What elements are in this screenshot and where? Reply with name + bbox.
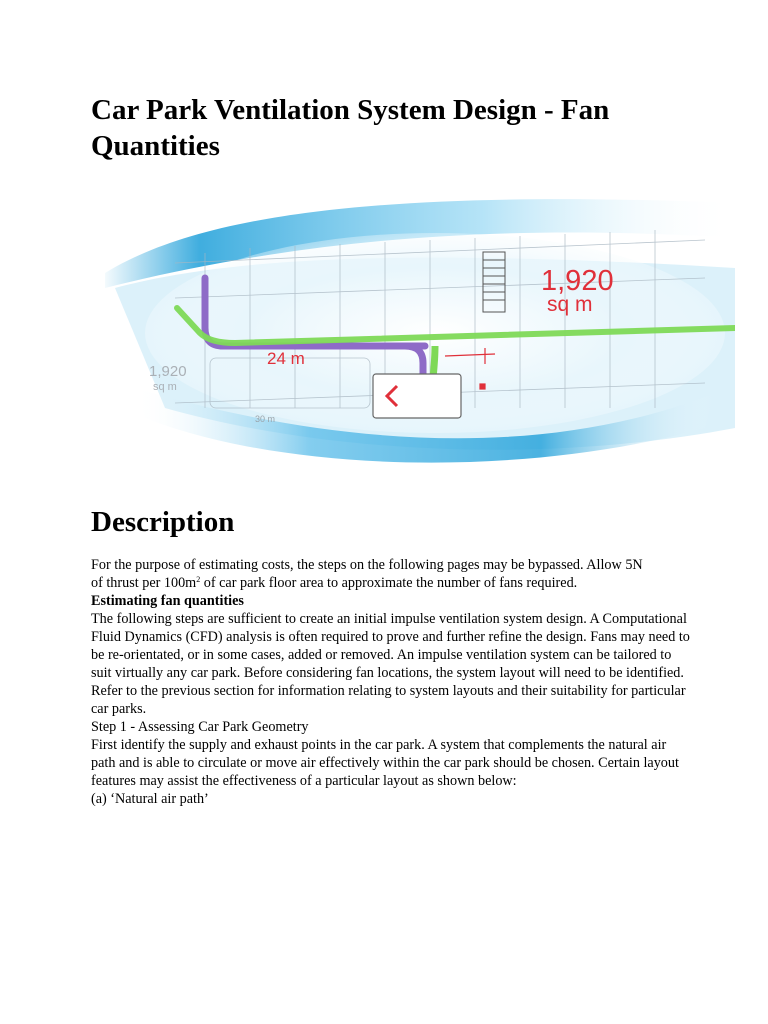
intro-paragraph: [91, 556, 691, 592]
paragraph-impulse-design: The following steps are sufficient to create an initial impulse ventilation system design. A Computational Fluid Dynamics (CFD) analysis is often required to prove and further refine the design. Fans may need to be re-orientated, or in some cases, added or removed. An impulse ventilation system can be tailored to suit virtually any car park. Before considering fan locations, the system layout will need to be identified. Refer to the previous section for information relating to system layouts and their suitability for particular car parks.: [91, 611, 690, 717]
squared-superscript: 2: [196, 575, 201, 584]
area-value-label: 1,920: [541, 265, 614, 297]
left-area-unit-label: sq m: [153, 381, 177, 393]
left-area-value-label: 1,920: [149, 363, 187, 380]
car-park-ventilation-illustration: [105, 178, 735, 478]
intro-line-2a: of thrust per 100m: [91, 575, 197, 591]
dimension-label: 24 m: [267, 349, 305, 368]
small-dimension-label: 30 m: [255, 414, 276, 424]
step-1-heading: Step 1 - Assessing Car Park Geometry: [91, 719, 309, 735]
intro-line-2b: of car park floor area to approximate the number of fans required.: [200, 575, 578, 591]
estimating-subheading: Estimating fan quantities: [91, 593, 244, 609]
paragraph-supply-exhaust: First identify the supply and exhaust points in the car park. A system that complements the natural air path and is able to circulate or move air effectively within the car park should be chosen. Certain layout features may assist the effectiveness of a particular layout as shown below:: [91, 737, 679, 789]
area-unit-label: sq m: [547, 293, 593, 316]
green-duct-branch: [433, 346, 435, 378]
intro-line-1: For the purpose of estimating costs, the steps on the following pages may be bypassed. Allow 5N: [91, 557, 643, 573]
description-body: [91, 556, 691, 808]
page-title: Car Park Ventilation System Design - Fan Quantities: [91, 94, 610, 162]
list-item-natural-air-path: (a) ‘Natural air path’: [91, 791, 209, 807]
description-heading: Description: [91, 506, 235, 538]
